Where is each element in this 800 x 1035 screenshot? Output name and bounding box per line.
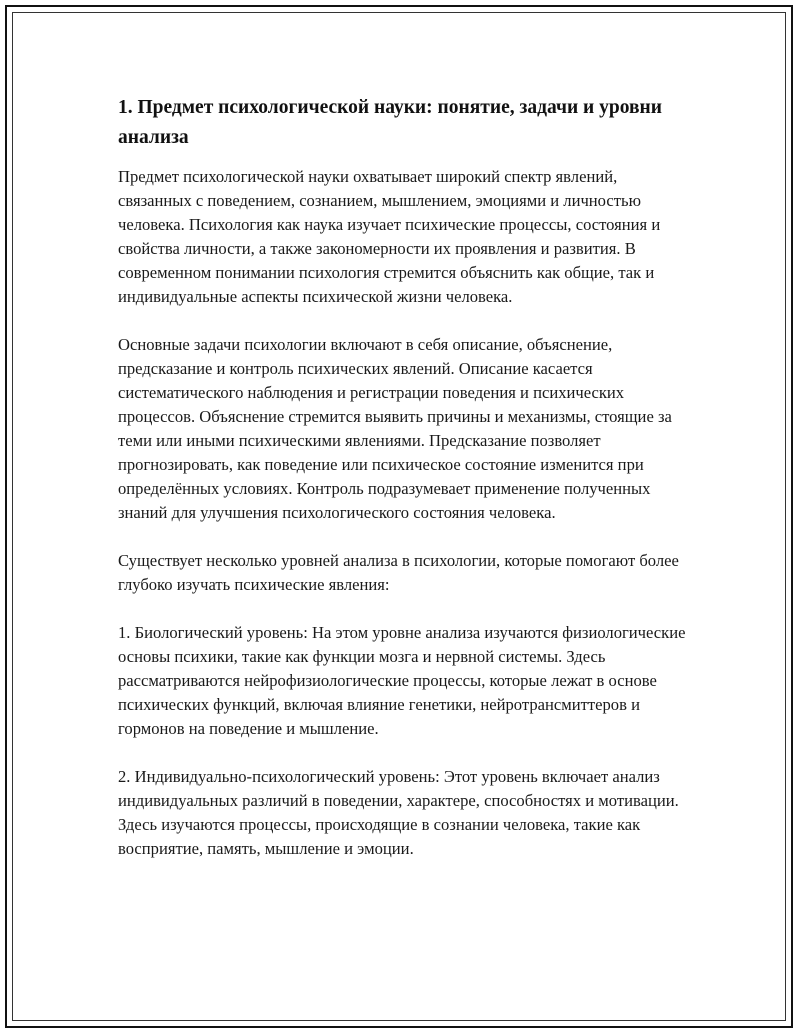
paragraph-tasks: Основные задачи психологии включают в себя описание, объяснение, предсказание и контроль психических явлений. Описание касается систематического наблюдения и регистрации поведения и психических процессов. Объяснение стремится выявить причины и механизмы, стоящие за теми или иными психическими явлениями. Предсказание позволяет прогнозировать, как поведение или психическое состояние изменится при определённых условиях. Контроль подразумевает применение полученных знаний для улучшения психологического состояния человека. bbox=[118, 335, 672, 522]
paragraph-biological-level: 1. Биологический уровень: На этом уровне анализа изучаются физиологические основы психики, такие как функции мозга и нервной системы. Здесь рассматриваются нейрофизиологические процессы, которые лежат в основе психических функций, включая влияние генетики, нейротрансмиттеров и гормонов на поведение и мышление. bbox=[118, 623, 686, 738]
section-heading: 1. Предмет психологической науки: понятие, задачи и уровни анализа bbox=[118, 97, 663, 148]
paragraph-subject: Предмет психологической науки охватывает широкий спектр явлений, связанных с поведением, сознанием, мышлением, эмоциями и личностью человека. Психология как наука изучает психические процессы, состояния и свойства личности, а также закономерности их проявления и развития. В современном понимании психология стремится объяснить как общие, так и индивидуальные аспекты психической жизни человека. bbox=[118, 167, 661, 306]
paragraph-levels-intro: Существует несколько уровней анализа в психологии, которые помогают более глубоко изучать психические явления: bbox=[118, 551, 679, 594]
paragraph-individual-level: 2. Индивидуально-психологический уровень: Этот уровень включает анализ индивидуальных различий в поведении, характере, способностях и мотивации. Здесь изучаются процессы, происходящие в сознании человека, такие как восприятие, память, мышление и эмоции. bbox=[118, 767, 679, 858]
document-body bbox=[118, 93, 690, 885]
